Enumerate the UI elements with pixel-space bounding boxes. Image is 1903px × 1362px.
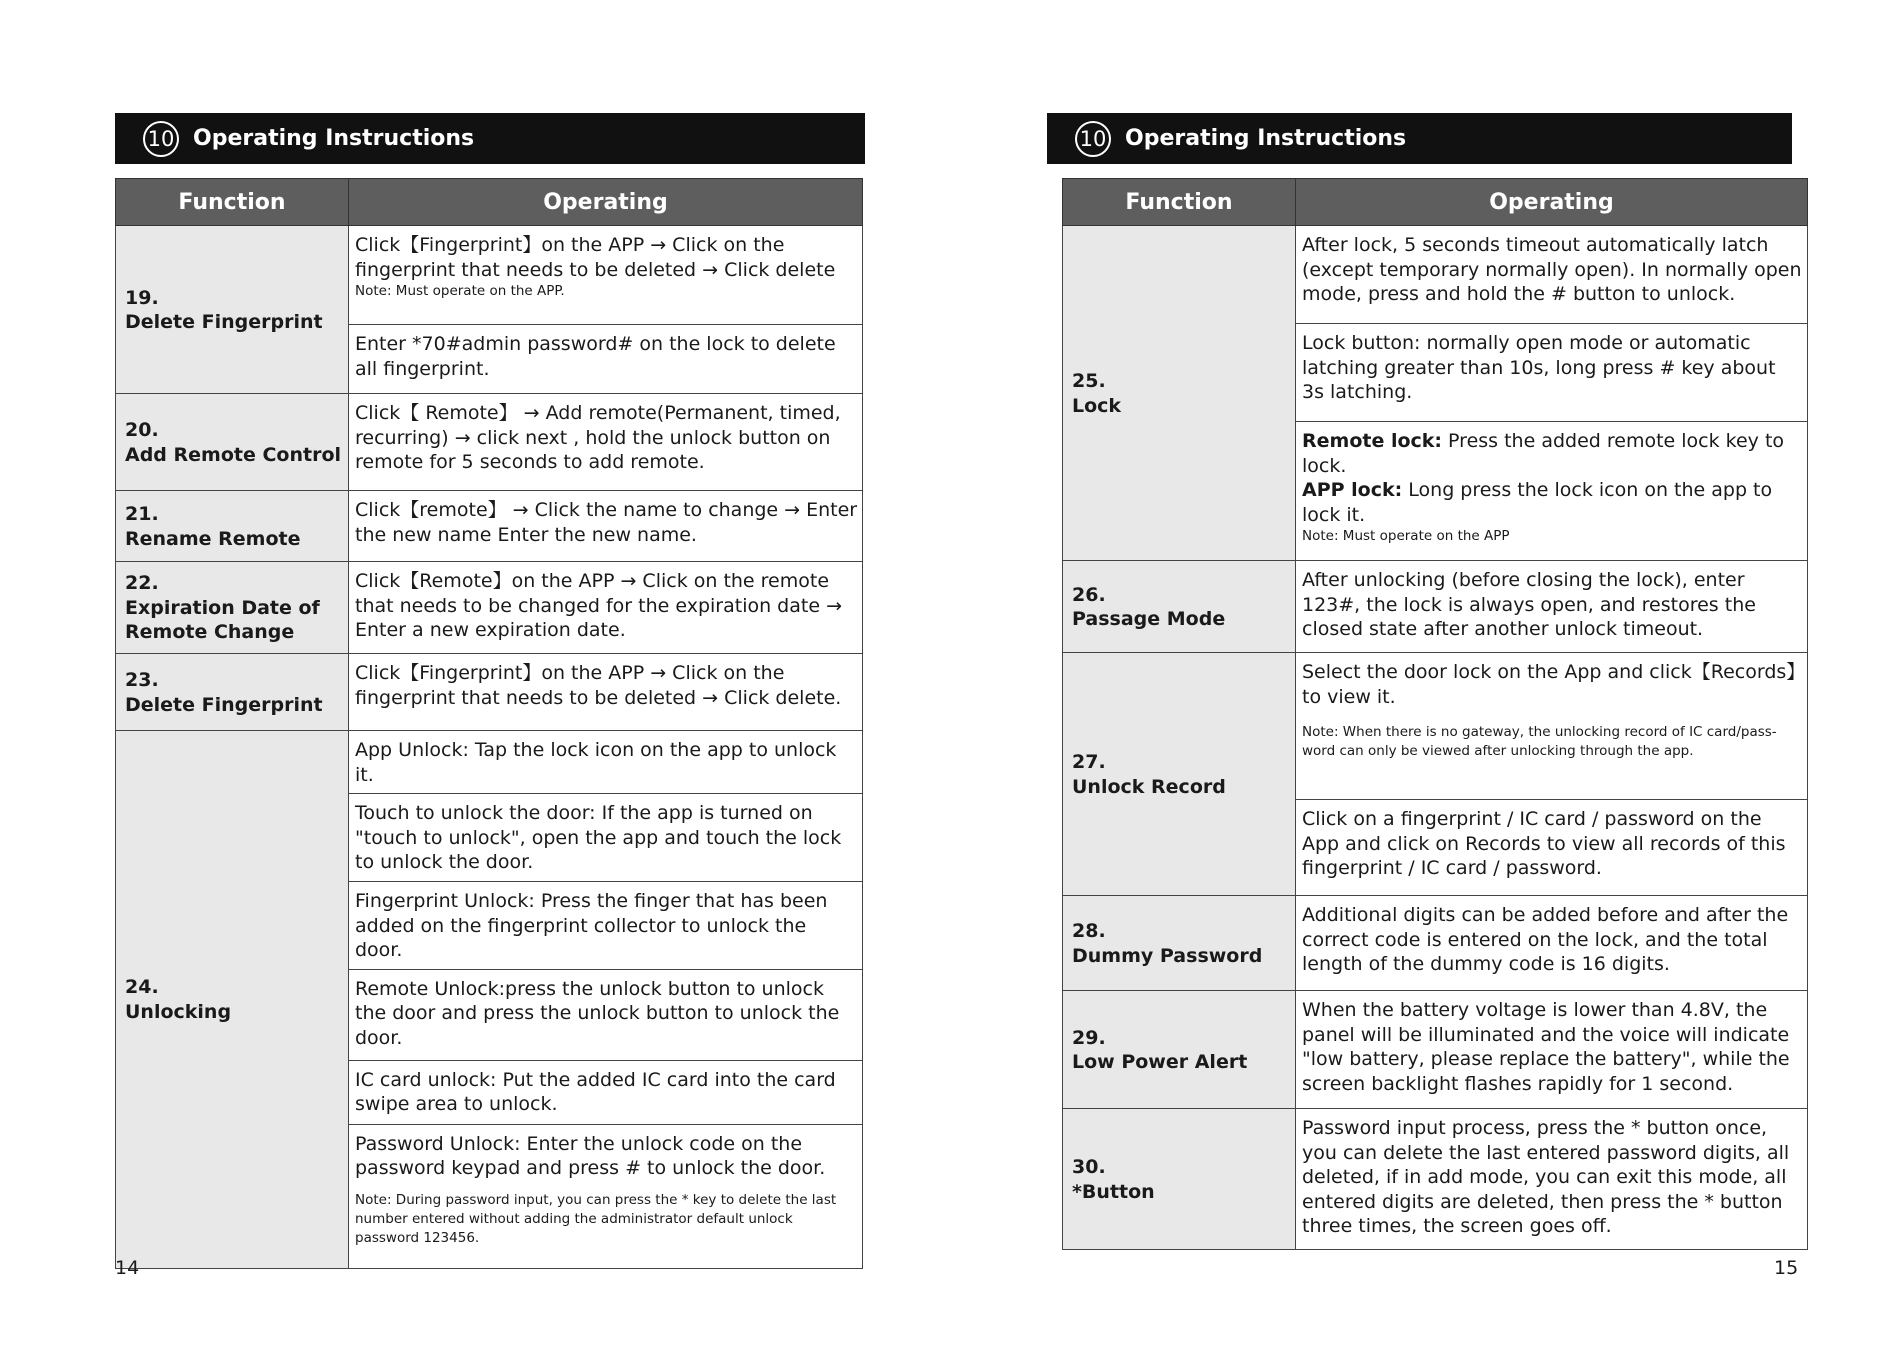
operating-text: Remote Unlock:press the unlock button to unlock the door and press the unlock button to unlock the door. <box>355 977 840 1049</box>
operating-text: Enter *70#admin password# on the lock to delete all fingerprint. <box>355 333 836 380</box>
operating-cell <box>1296 653 1808 800</box>
table-row <box>1063 991 1808 1109</box>
operating-cell <box>1296 896 1808 991</box>
function-name: Delete Fingerprint <box>125 693 323 716</box>
column-header-function: Function <box>116 179 349 226</box>
function-name: Add Remote Control <box>125 443 342 466</box>
function-cell <box>116 226 349 394</box>
operating-text: After unlocking (before closing the lock), enter 123#, the lock is always open, and restores the closed state after another unlock timeout. <box>1302 569 1756 640</box>
function-cell <box>1063 653 1296 896</box>
table-row <box>116 731 863 794</box>
operating-text: Select the door lock on the App and click【Records】to view it. <box>1302 661 1796 708</box>
table-row <box>116 394 863 491</box>
table-row <box>1063 561 1808 653</box>
function-name: Low Power Alert <box>1072 1051 1248 1073</box>
operating-note: Note: When there is no gateway, the unlocking record of IC card/pass-word can only be viewed after unlocking through the app. <box>1302 724 1777 759</box>
function-name: Unlocking <box>125 1000 232 1023</box>
function-number: 27. <box>1072 751 1106 773</box>
function-cell <box>116 491 349 562</box>
function-cell <box>1063 896 1296 991</box>
function-name: Delete Fingerprint <box>125 311 323 333</box>
function-number: 21. <box>125 503 159 525</box>
operating-text: Fingerprint Unlock: Press the finger that has been added on the fingerprint collector to unlock the door. <box>355 890 828 961</box>
operating-cell <box>349 325 863 394</box>
section-header <box>1047 113 1792 164</box>
section-header <box>115 113 865 164</box>
operating-note: Note: Must operate on the APP <box>1302 528 1510 544</box>
operating-cell <box>1296 1109 1808 1250</box>
function-number: 20. <box>125 419 159 441</box>
function-cell <box>1063 561 1296 653</box>
operating-note: Note: Must operate on the APP. <box>355 283 565 299</box>
operating-cell <box>349 731 863 794</box>
function-number: 23. <box>125 669 159 691</box>
table-row <box>1063 1109 1808 1250</box>
column-header-operating: Operating <box>349 179 863 226</box>
operating-cell <box>1296 226 1808 324</box>
operating-text: Additional digits can be added before and after the correct code is entered on the lock, and the total length of the dummy code is 16 digits. <box>1302 904 1789 975</box>
operating-text: Touch to unlock the door: If the app is turned on "touch to unlock", open the app and touch the lock to unlock the door. <box>355 802 842 873</box>
operating-cell <box>349 969 863 1060</box>
operating-cell <box>349 882 863 970</box>
section-title: Operating Instructions <box>1125 126 1407 151</box>
operating-text: Long press the lock icon on the app to lock it. <box>1302 479 1773 526</box>
operating-cell <box>349 562 863 654</box>
function-number: 28. <box>1072 920 1106 942</box>
operating-cell <box>349 491 863 562</box>
function-cell <box>116 654 349 731</box>
operating-text: Click【Fingerprint】on the APP → Click on the fingerprint that needs to be deleted → Click delete <box>355 234 836 281</box>
operating-text: IC card unlock: Put the added IC card into the card swipe area to unlock. <box>355 1068 836 1115</box>
operating-cell <box>1296 422 1808 561</box>
function-name: *Button <box>1072 1180 1155 1203</box>
operating-text: Click【 Remote】 → Add remote(Permanent, timed, recurring) → click next , hold the unlock button on remote for 5 seconds to add remote. <box>355 402 841 473</box>
operating-cell <box>1296 324 1808 422</box>
function-name: Lock <box>1072 394 1122 417</box>
section-number-badge: 10 <box>143 121 179 157</box>
page-number: 14 <box>115 1257 140 1279</box>
function-number: 24. <box>125 976 159 999</box>
table-row <box>116 226 863 325</box>
operating-table-left <box>115 178 863 1269</box>
operating-cell <box>1296 800 1808 896</box>
operating-label: Remote lock: <box>1302 430 1443 452</box>
operating-text: Click【Remote】on the APP → Click on the remote that needs to be changed for the expiration date → Enter a new expiration date. <box>355 570 842 641</box>
function-number: 29. <box>1072 1026 1106 1049</box>
operating-cell <box>349 394 863 491</box>
operating-text: App Unlock: Tap the lock icon on the app to unlock it. <box>355 739 837 786</box>
operating-cell <box>349 226 863 325</box>
function-cell <box>116 731 349 1269</box>
function-number: 19. <box>125 286 159 309</box>
table-row <box>116 654 863 731</box>
table-row <box>1063 653 1808 800</box>
function-cell <box>1063 226 1296 561</box>
section-number-badge: 10 <box>1075 121 1111 157</box>
operating-text: When the battery voltage is lower than 4.8V, the panel will be illuminated and the voice will indicate "low battery, please replace the battery", while the screen backlight flashes rapidly for 1 second. <box>1302 999 1790 1095</box>
operating-table-right <box>1062 178 1808 1250</box>
function-name: Dummy Password <box>1072 944 1263 967</box>
operating-text: After lock, 5 seconds timeout automatically latch (except temporary normally open). In normally open mode, press and hold the # button to unlock. <box>1302 234 1802 305</box>
function-cell <box>116 394 349 491</box>
function-cell <box>116 562 349 654</box>
function-cell <box>1063 1109 1296 1250</box>
function-number: 25. <box>1072 370 1106 392</box>
page-number: 15 <box>1774 1257 1799 1279</box>
operating-cell <box>349 1124 863 1268</box>
function-number: 22. <box>125 572 159 595</box>
function-name: Passage Mode <box>1072 608 1226 630</box>
operating-cell <box>1296 561 1808 653</box>
operating-text: Click on a fingerprint / IC card / password on the App and click on Records to view all records of this fingerprint / IC card / password. <box>1302 808 1786 879</box>
table-row <box>116 562 863 654</box>
operating-cell <box>349 1060 863 1124</box>
table-row <box>1063 896 1808 991</box>
operating-cell <box>349 794 863 882</box>
function-number: 26. <box>1072 583 1106 606</box>
function-cell <box>1063 991 1296 1109</box>
operating-cell <box>1296 991 1808 1109</box>
function-name: Rename Remote <box>125 527 301 550</box>
function-name: Expiration Date of <box>125 596 320 619</box>
table-row <box>116 491 863 562</box>
operating-text: Click【remote】 → Click the name to change → Enter the new name Enter the new name. <box>355 499 858 546</box>
column-header-operating: Operating <box>1296 179 1808 226</box>
section-title: Operating Instructions <box>193 126 475 151</box>
function-name: Remote Change <box>125 621 295 644</box>
operating-note: Note: During password input, you can press the * key to delete the last number entered without adding the administrator default unlock password 123456. <box>355 1191 837 1246</box>
column-header-function: Function <box>1063 179 1296 226</box>
operating-text: Password Unlock: Enter the unlock code on the password keypad and press # to unlock the door. <box>355 1132 826 1179</box>
operating-text: Lock button: normally open mode or automatic latching greater than 10s, long press # key about 3s latching. <box>1302 332 1776 403</box>
operating-text: Password input process, press the * button once, you can delete the last entered password digits, all deleted, if in add mode, you can exit this mode, all entered digits are deleted, then press the * button three times, the screen goes off. <box>1302 1117 1790 1237</box>
operating-label: APP lock: <box>1302 479 1403 501</box>
operating-text: Press the added remote lock key to lock. <box>1302 430 1785 477</box>
operating-cell <box>349 654 863 731</box>
function-name: Unlock Record <box>1072 775 1226 798</box>
operating-text: Click【Fingerprint】on the APP → Click on the fingerprint that needs to be deleted → Click delete. <box>355 662 842 709</box>
table-row <box>1063 226 1808 324</box>
function-number: 30. <box>1072 1156 1106 1178</box>
